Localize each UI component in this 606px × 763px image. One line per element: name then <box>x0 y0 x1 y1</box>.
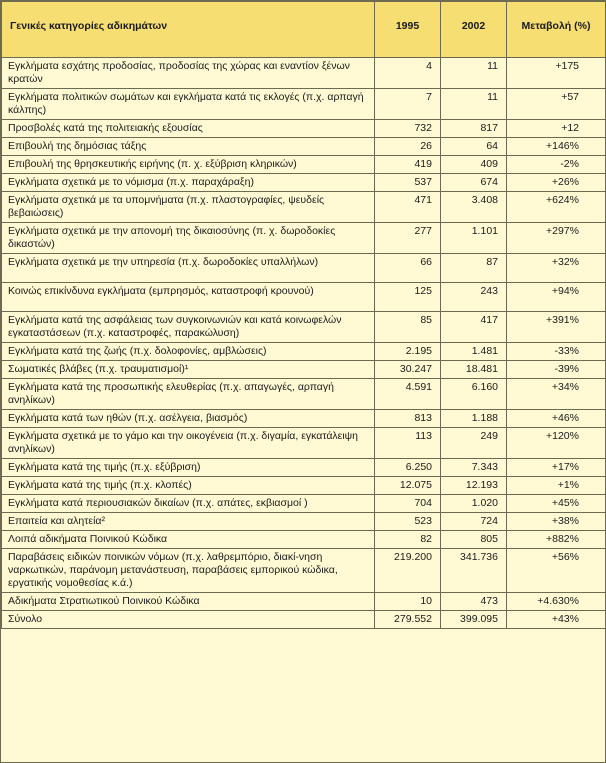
row-change: +4.630% <box>507 593 606 611</box>
row-label: Εγκλήματα σχετικά με τα υπομνήματα (π.χ. πλαστογραφίες, ψευδείς βεβαιώσεις) <box>2 192 375 223</box>
row-value-1995: 732 <box>375 120 441 138</box>
row-change: +38% <box>507 513 606 531</box>
row-value-1995: 813 <box>375 410 441 428</box>
row-value-1995: 26 <box>375 138 441 156</box>
row-value-1995: 82 <box>375 531 441 549</box>
row-value-2002: 341.736 <box>441 549 507 593</box>
row-label: Επιβουλή της θρησκευτικής ειρήνης (π. χ. εξύβριση κληρικών) <box>2 156 375 174</box>
row-change: +94% <box>507 283 606 312</box>
row-label: Εγκλήματα σχετικά με την απονομή της δικαιοσύνης (π. χ. δωροδοκίες δικαστών) <box>2 223 375 254</box>
row-label: Λοιπά αδικήματα Ποινικού Κώδικα <box>2 531 375 549</box>
row-value-2002: 11 <box>441 89 507 120</box>
row-value-2002: 18.481 <box>441 361 507 379</box>
table-row <box>2 156 606 174</box>
row-value-2002: 1.481 <box>441 343 507 361</box>
row-change: -39% <box>507 361 606 379</box>
row-value-2002: 473 <box>441 593 507 611</box>
row-value-2002: 11 <box>441 58 507 89</box>
row-value-1995: 277 <box>375 223 441 254</box>
header-year-1995: 1995 <box>375 2 441 58</box>
row-value-1995: 471 <box>375 192 441 223</box>
row-value-1995: 12.075 <box>375 477 441 495</box>
row-value-1995: 30.247 <box>375 361 441 379</box>
row-label: Εγκλήματα εσχάτης προδοσίας, προδοσίας της χώρας και εναντίον ξένων κρατών <box>2 58 375 89</box>
row-value-2002: 674 <box>441 174 507 192</box>
row-label: Εγκλήματα κατά της ζωής (π.χ. δολοφονίες, αμβλώσεις) <box>2 343 375 361</box>
row-label: Επιβουλή της δημόσιας τάξης <box>2 138 375 156</box>
table-row <box>2 513 606 531</box>
row-value-2002: 724 <box>441 513 507 531</box>
table-row <box>2 120 606 138</box>
table-row <box>2 223 606 254</box>
row-label: Εγκλήματα κατά της προσωπικής ελευθερίας (π.χ. απαγωγές, αρπαγή ανηλίκων) <box>2 379 375 410</box>
row-change: +56% <box>507 549 606 593</box>
table-row <box>2 361 606 379</box>
table-row <box>2 428 606 459</box>
row-value-2002: 249 <box>441 428 507 459</box>
row-change: +391% <box>507 312 606 343</box>
row-change: +624% <box>507 192 606 223</box>
table-row <box>2 138 606 156</box>
row-value-2002: 817 <box>441 120 507 138</box>
row-value-1995: 125 <box>375 283 441 312</box>
row-change: -33% <box>507 343 606 361</box>
row-label: Εγκλήματα κατά περιουσιακών δικαίων (π.χ. απάτες, εκβιασμοί ) <box>2 495 375 513</box>
row-value-2002: 12.193 <box>441 477 507 495</box>
header-category: Γενικές κατηγορίες αδικημάτων <box>2 2 375 58</box>
table-row <box>2 312 606 343</box>
table-header-row <box>2 2 606 58</box>
row-value-2002: 3.408 <box>441 192 507 223</box>
row-change: +12 <box>507 120 606 138</box>
table-row <box>2 89 606 120</box>
row-value-1995: 2.195 <box>375 343 441 361</box>
row-value-1995: 10 <box>375 593 441 611</box>
crime-statistics-table <box>1 1 606 629</box>
table-row <box>2 379 606 410</box>
table-row <box>2 254 606 283</box>
row-value-1995: 113 <box>375 428 441 459</box>
row-label: Κοινώς επικίνδυνα εγκλήματα (εμπρησμός, καταστροφή κρουνού) <box>2 283 375 312</box>
table-row <box>2 410 606 428</box>
table-row <box>2 174 606 192</box>
row-change: +57 <box>507 89 606 120</box>
row-value-1995: 219.200 <box>375 549 441 593</box>
row-value-1995: 85 <box>375 312 441 343</box>
table-row <box>2 459 606 477</box>
row-value-1995: 7 <box>375 89 441 120</box>
row-value-2002: 1.188 <box>441 410 507 428</box>
row-label: Εγκλήματα κατά της τιμής (π.χ. εξύβριση) <box>2 459 375 477</box>
row-label: Εγκλήματα σχετικά με το νόμισμα (π.χ. παραχάραξη) <box>2 174 375 192</box>
row-value-2002: 87 <box>441 254 507 283</box>
table-row <box>2 549 606 593</box>
row-change: +882% <box>507 531 606 549</box>
row-label: Εγκλήματα κατά των ηθών (π.χ. ασέλγεια, βιασμός) <box>2 410 375 428</box>
row-value-1995: 279.552 <box>375 611 441 629</box>
row-label: Εγκλήματα πολιτικών σωμάτων και εγκλήματα κατά τις εκλογές (π.χ. αρπαγή κάλπης) <box>2 89 375 120</box>
row-label: Εγκλήματα κατά της τιμής (π.χ. κλοπές) <box>2 477 375 495</box>
row-change: +175 <box>507 58 606 89</box>
table-row <box>2 283 606 312</box>
row-label: Εγκλήματα σχετικά με το γάμο και την οικογένεια (π.χ. διγαμία, εγκατάλειψη ανηλίκων) <box>2 428 375 459</box>
row-label: Αδικήματα Στρατιωτικού Ποινικού Κώδικα <box>2 593 375 611</box>
row-change: +1% <box>507 477 606 495</box>
row-value-2002: 1.020 <box>441 495 507 513</box>
row-change: +46% <box>507 410 606 428</box>
row-change: +34% <box>507 379 606 410</box>
row-label: Εγκλήματα κατά της ασφάλειας των συγκοινωνιών και κατά κοινωφελών εγκαταστάσεων (π.χ. καταστροφές, παρακώλυση) <box>2 312 375 343</box>
row-change: +43% <box>507 611 606 629</box>
row-change: +45% <box>507 495 606 513</box>
table-row <box>2 58 606 89</box>
row-value-1995: 6.250 <box>375 459 441 477</box>
row-value-2002: 417 <box>441 312 507 343</box>
table-row <box>2 531 606 549</box>
row-value-2002: 243 <box>441 283 507 312</box>
row-value-2002: 1.101 <box>441 223 507 254</box>
row-value-2002: 64 <box>441 138 507 156</box>
row-value-1995: 704 <box>375 495 441 513</box>
row-value-2002: 399.095 <box>441 611 507 629</box>
row-change: -2% <box>507 156 606 174</box>
row-value-1995: 4 <box>375 58 441 89</box>
header-year-2002: 2002 <box>441 2 507 58</box>
row-value-2002: 7.343 <box>441 459 507 477</box>
row-change: +146% <box>507 138 606 156</box>
row-value-2002: 6.160 <box>441 379 507 410</box>
row-change: +26% <box>507 174 606 192</box>
row-change: +297% <box>507 223 606 254</box>
row-label: Σωματικές βλάβες (π.χ. τραυματισμοί)¹ <box>2 361 375 379</box>
row-value-2002: 409 <box>441 156 507 174</box>
table-body <box>2 58 606 629</box>
table-row <box>2 192 606 223</box>
table-row <box>2 593 606 611</box>
row-value-1995: 419 <box>375 156 441 174</box>
table-row <box>2 611 606 629</box>
table-row <box>2 495 606 513</box>
table-row <box>2 343 606 361</box>
row-value-2002: 805 <box>441 531 507 549</box>
row-label: Παραβάσεις ειδικών ποινικών νόμων (π.χ. λαθρεμπόριο, διακί-νηση ναρκωτικών, παράνομη μετανάστευση, παραβάσεις εμπορικού κώδικα, εργατικής νομοθεσίας κ.ά.) <box>2 549 375 593</box>
row-label: Σύνολο <box>2 611 375 629</box>
row-value-1995: 537 <box>375 174 441 192</box>
header-change: Μεταβολή (%) <box>507 2 606 58</box>
row-value-1995: 523 <box>375 513 441 531</box>
row-change: +17% <box>507 459 606 477</box>
row-change: +32% <box>507 254 606 283</box>
row-label: Επαιτεία και αλητεία² <box>2 513 375 531</box>
row-value-1995: 4.591 <box>375 379 441 410</box>
row-label: Εγκλήματα σχετικά με την υπηρεσία (π.χ. δωροδοκίες υπαλλήλων) <box>2 254 375 283</box>
row-change: +120% <box>507 428 606 459</box>
row-label: Προσβολές κατά της πολιτειακής εξουσίας <box>2 120 375 138</box>
row-value-1995: 66 <box>375 254 441 283</box>
table-row <box>2 477 606 495</box>
